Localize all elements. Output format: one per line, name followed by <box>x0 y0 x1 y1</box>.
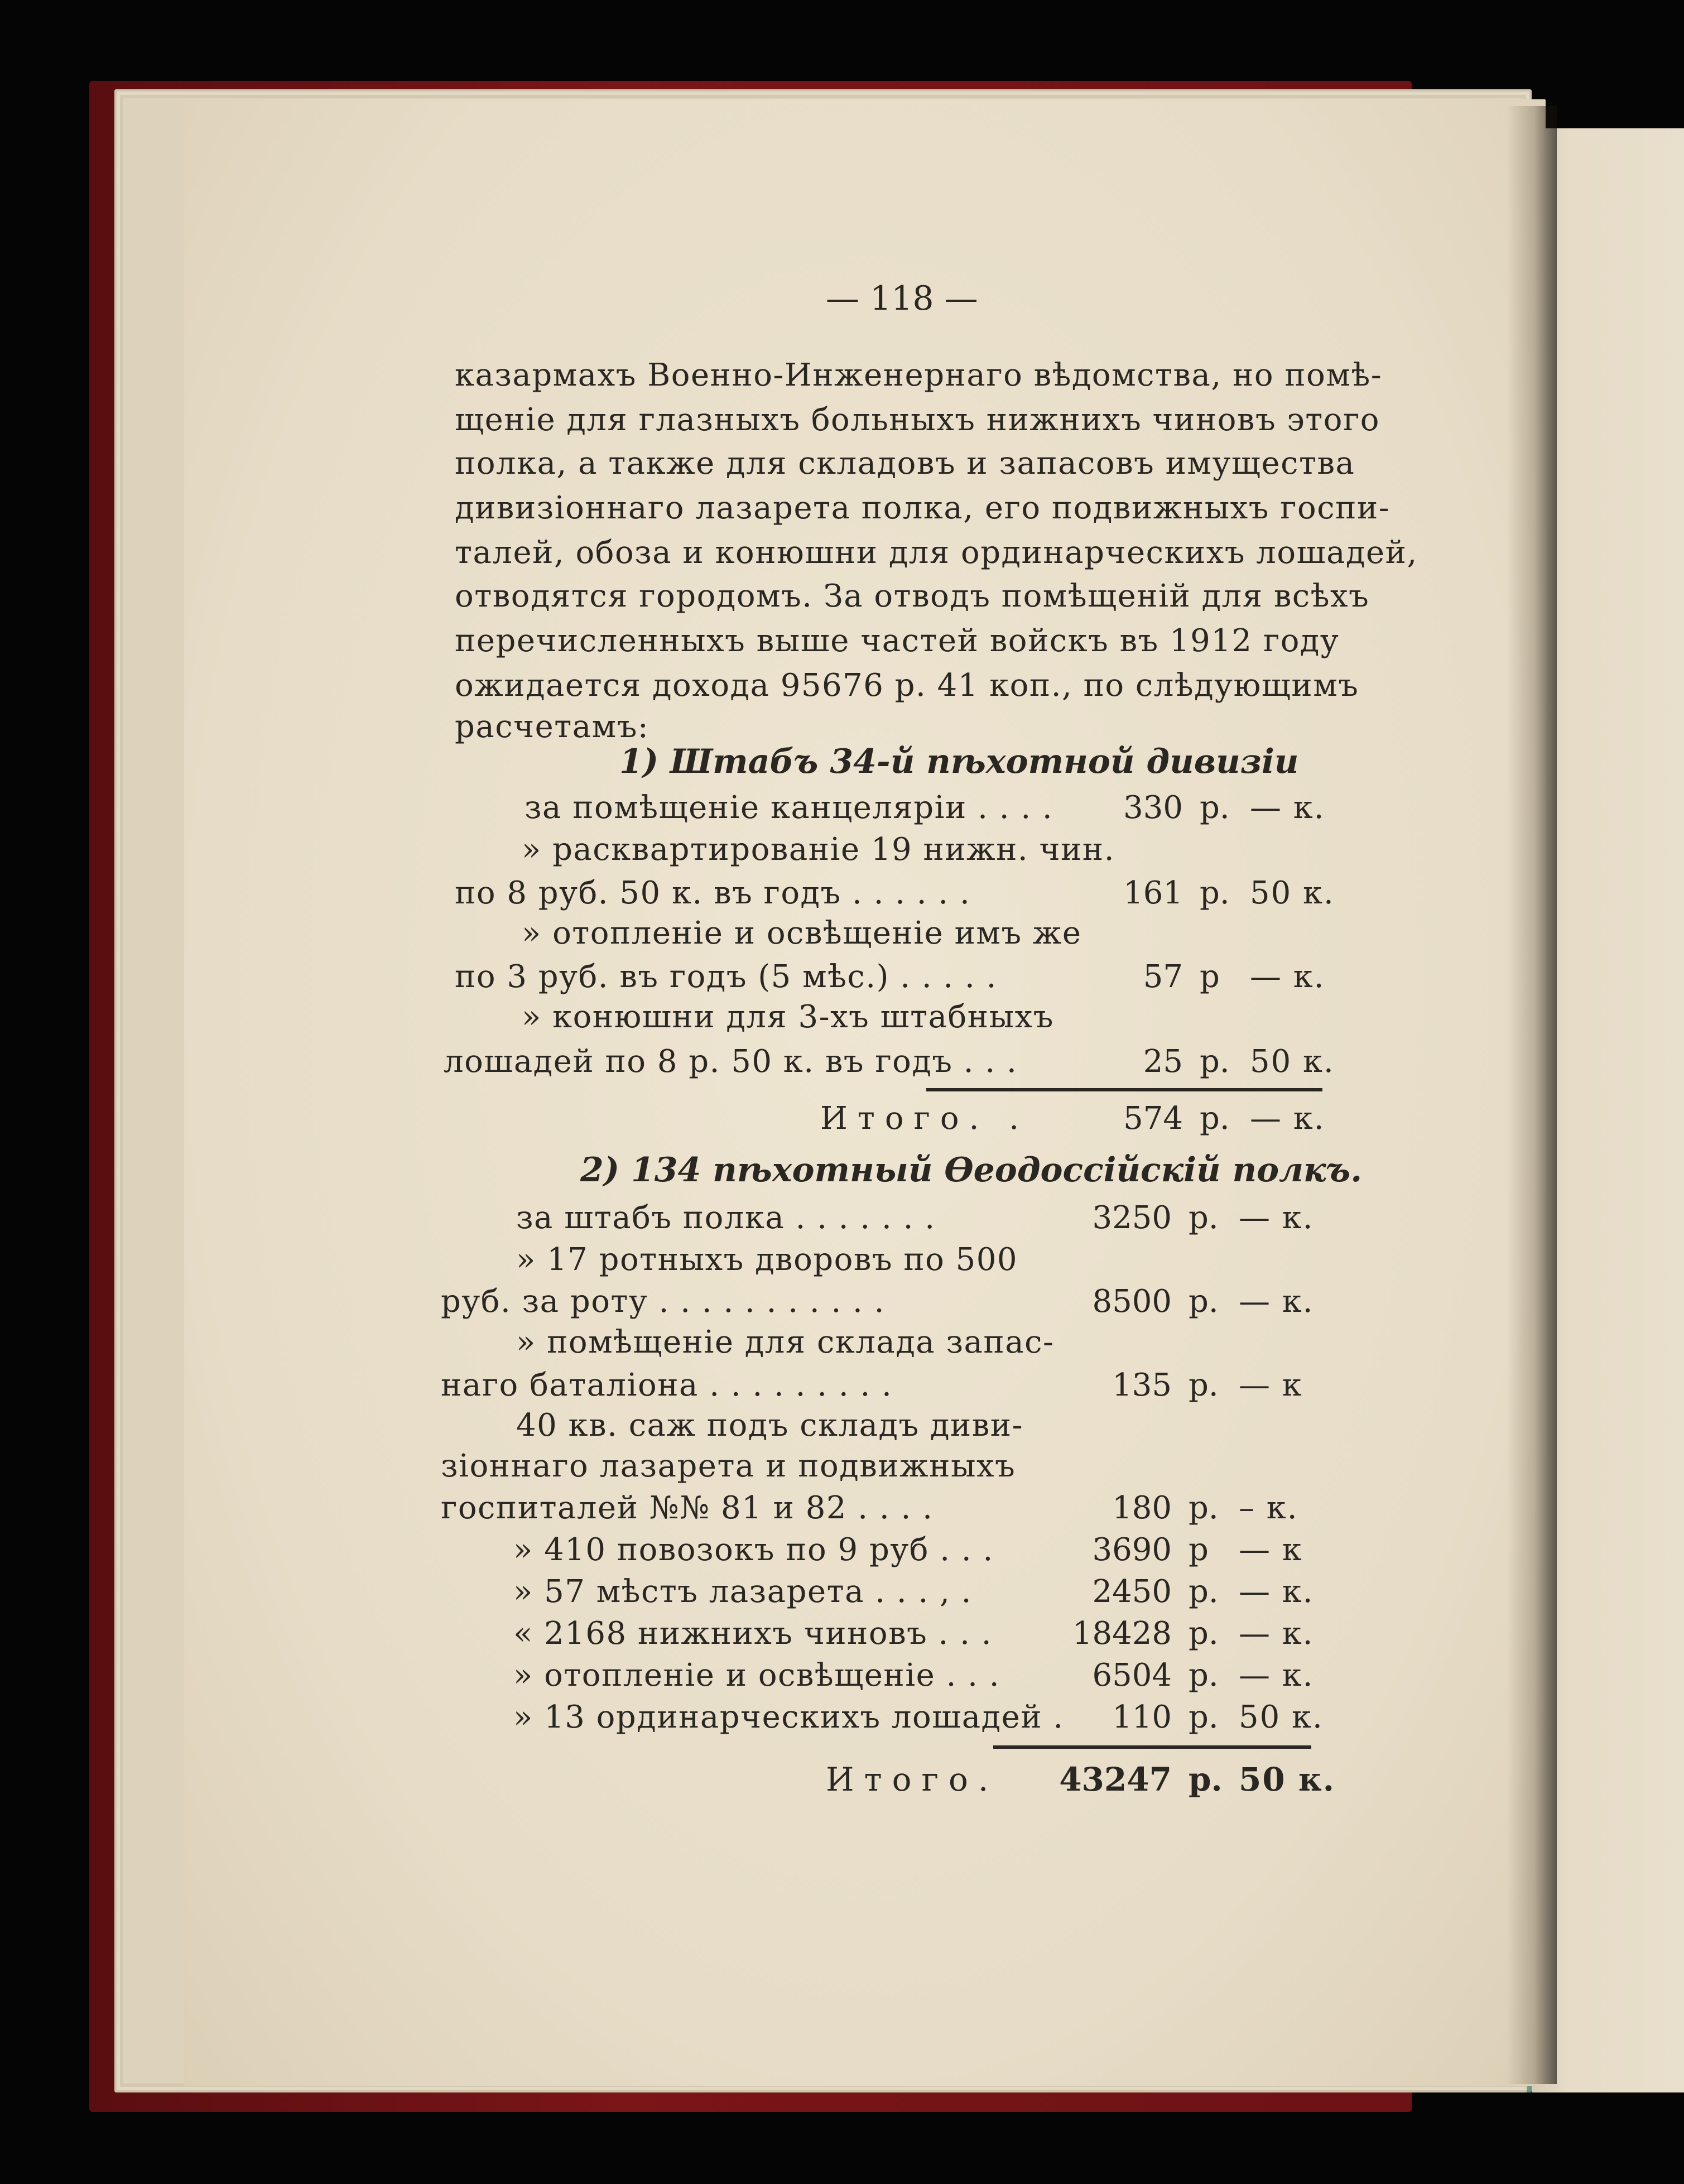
paragraph-line: дивизіоннаго лазарета полка, его подвижныхъ госпи- <box>455 490 1390 526</box>
entry-amount: 110 <box>1112 1699 1172 1735</box>
entry-text: за штабъ полка . . . . . . . <box>516 1200 936 1236</box>
entry-rub: р. <box>1200 1043 1230 1080</box>
entry-text: » помѣщеніе для склада запас- <box>516 1324 1055 1360</box>
entry-text: госпиталей №№ 81 и 82 . . . . <box>441 1490 934 1526</box>
entry-kop: — к. <box>1250 959 1325 995</box>
entry-kop: 50 к. <box>1239 1699 1324 1735</box>
entry-text: по 3 руб. въ годъ (5 мѣс.) . . . . . <box>455 959 997 995</box>
entry-kop: – к. <box>1239 1490 1298 1526</box>
entry-amount: 18428 <box>1072 1615 1172 1652</box>
entry-text: » 410 повозокъ по 9 руб . . . <box>513 1532 994 1568</box>
entry-rub: р <box>1200 959 1220 995</box>
entry-kop: 50 к. <box>1250 1043 1335 1080</box>
total-amount: 43247 <box>1059 1760 1172 1798</box>
entry-kop: — к <box>1239 1532 1303 1568</box>
entry-text: » отопленіе и освѣщеніе . . . <box>513 1657 1000 1694</box>
entry-text: по 8 руб. 50 к. въ годъ . . . . . . <box>455 875 971 911</box>
total-kop: 50 к. <box>1239 1760 1335 1798</box>
total-label: Итого. <box>826 1760 999 1798</box>
entry-rub: р. <box>1189 1367 1219 1403</box>
total-label: Итого. . <box>820 1100 1029 1137</box>
entry-kop: 50 к. <box>1250 875 1335 911</box>
entry-amount: 57 <box>1143 959 1183 995</box>
entry-amount: 3250 <box>1092 1200 1172 1236</box>
entry-text: » 57 мѣстъ лазарета . . . , . <box>513 1574 972 1610</box>
paragraph-line: перечисленныхъ выше частей войскъ въ 1912 году <box>455 623 1340 659</box>
entry-rub: р. <box>1189 1200 1219 1236</box>
paragraph-line: полка, а также для складовъ и запасовъ имущества <box>455 445 1355 482</box>
entry-amount: 8500 <box>1092 1283 1172 1320</box>
entry-kop: — к. <box>1239 1615 1314 1652</box>
entry-kop: — к. <box>1239 1657 1314 1694</box>
entry-text: » 17 ротныхъ дворовъ по 500 <box>516 1242 1018 1278</box>
entry-text: » 13 ординарческихъ лошадей . <box>513 1699 1064 1735</box>
entry-kop: — к. <box>1239 1283 1314 1320</box>
entry-rub: р <box>1189 1532 1209 1568</box>
entry-rub: р. <box>1189 1574 1219 1610</box>
entry-rub: р. <box>1189 1615 1219 1652</box>
total-rub: р. <box>1189 1760 1223 1798</box>
entry-amount: 161 <box>1123 875 1183 911</box>
paragraph-line: расчетамъ: <box>455 709 649 745</box>
paragraph-line: отводятся городомъ. За отводъ помѣщеній для всѣхъ <box>455 578 1370 614</box>
entry-amount: 2450 <box>1092 1574 1172 1610</box>
total-rule <box>926 1088 1322 1091</box>
entry-rub: р. <box>1200 790 1230 826</box>
paragraph-line: талей, обоза и конюшни для ординарческихъ лошадей, <box>455 535 1418 571</box>
paragraph-line: щеніе для глазныхъ больныхъ нижнихъ чиновъ этого <box>455 402 1380 438</box>
entry-text: » расквартированіе 19 нижн. чин. <box>522 831 1115 868</box>
paragraph-line: казармахъ Военно-Инженернаго вѣдомства, но помѣ- <box>455 357 1383 393</box>
entry-text: » отопленіе и освѣщеніе имъ же <box>522 915 1082 951</box>
page-number: — 118 — <box>826 279 978 318</box>
entry-kop: — к <box>1239 1367 1303 1403</box>
entry-text: лошадей по 8 р. 50 к. въ годъ . . . <box>444 1043 1018 1080</box>
entry-text: руб. за роту . . . . . . . . . . . <box>441 1283 885 1320</box>
total-rule <box>993 1745 1311 1749</box>
page-gutter-shadow <box>1507 106 1557 2084</box>
entry-rub: р. <box>1189 1490 1219 1526</box>
entry-text: зіоннаго лазарета и подвижныхъ <box>441 1448 1016 1484</box>
entry-amount: 25 <box>1143 1043 1183 1080</box>
section-heading: 2) 134 пѣхотный Ѳеодоссійскій полкъ. <box>580 1151 1363 1190</box>
section-heading: 1) Штабъ 34-й пѣхотной дивизіи <box>619 742 1299 781</box>
paragraph-line: ожидается дохода 95676 р. 41 коп., по слѣдующимъ <box>455 667 1359 704</box>
entry-text: « 2168 нижнихъ чиновъ . . . <box>513 1615 993 1652</box>
entry-amount: 3690 <box>1092 1532 1172 1568</box>
entry-amount: 135 <box>1112 1367 1172 1403</box>
entry-kop: — к. <box>1239 1574 1314 1610</box>
entry-rub: р. <box>1189 1657 1219 1694</box>
entry-text: наго баталіона . . . . . . . . . <box>441 1367 893 1403</box>
entry-rub: р. <box>1189 1283 1219 1320</box>
total-rub: р. <box>1200 1100 1230 1137</box>
entry-amount: 180 <box>1112 1490 1172 1526</box>
entry-kop: — к. <box>1250 790 1325 826</box>
entry-amount: 6504 <box>1092 1657 1172 1694</box>
entry-rub: р. <box>1189 1699 1219 1735</box>
total-amount: 574 <box>1123 1100 1183 1137</box>
entry-text: 40 кв. саж подъ складъ диви- <box>516 1407 1024 1444</box>
entry-kop: — к. <box>1239 1200 1314 1236</box>
entry-rub: р. <box>1200 875 1230 911</box>
entry-text: » конюшни для 3-хъ штабныхъ <box>522 999 1054 1035</box>
entry-amount: 330 <box>1123 790 1183 826</box>
entry-text: за помѣщеніе канцеляріи . . . . <box>525 790 1053 826</box>
total-kop: — к. <box>1250 1100 1325 1137</box>
